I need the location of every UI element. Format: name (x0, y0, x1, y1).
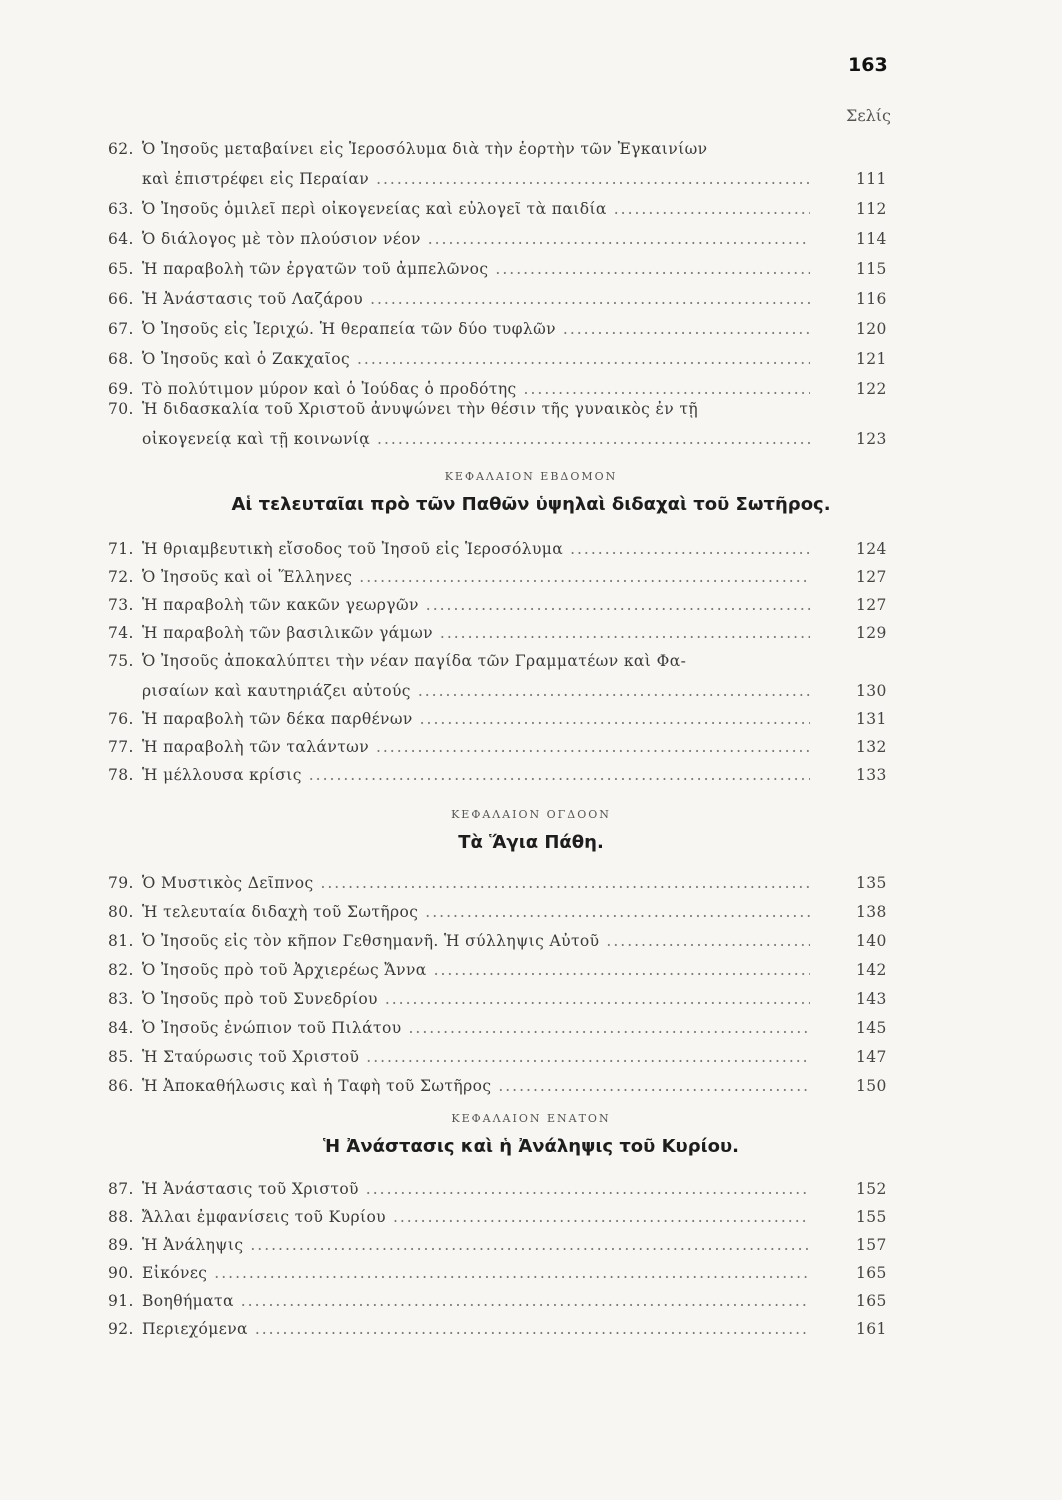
entry-text: ρισαίων καὶ καυτηριάζει αὐτούς ..... (142, 682, 810, 700)
entry-page: 145 (856, 1019, 887, 1037)
toc-entry (108, 874, 898, 898)
entry-text: Ὁ Ἰησοῦς ἐνώπιον τοῦ Πιλάτου ..... (142, 1019, 810, 1037)
entry-text: Βοηθήματα ..... (142, 1292, 810, 1310)
entry-number: 73. (108, 596, 134, 614)
entry-page: 157 (856, 1236, 887, 1254)
entry-page: 114 (856, 230, 887, 248)
toc-entry (108, 140, 898, 194)
page-column-header: Σελίς (846, 106, 891, 125)
entry-page: 140 (856, 932, 887, 950)
entry-page: 115 (856, 260, 887, 278)
toc-entry (108, 652, 898, 706)
toc-entry (108, 1236, 898, 1260)
entry-page: 132 (856, 738, 887, 756)
entry-number: 71. (108, 540, 134, 558)
entry-text: Ὁ Ἰησοῦς εἰς Ἱεριχώ. Ἡ θεραπεία τῶν δύο τυφλῶν ..... (142, 320, 810, 338)
entry-number: 88. (108, 1208, 134, 1226)
entry-page: 129 (856, 624, 887, 642)
entry-text: Ἡ τελευταία διδαχὴ τοῦ Σωτῆρος ..... (142, 903, 810, 921)
entry-number: 67. (108, 320, 134, 338)
entry-number: 82. (108, 961, 134, 979)
toc-entry (108, 320, 898, 344)
toc-entry (108, 961, 898, 985)
entry-text-line1: Ὁ Ἰησοῦς ἀποκαλύπτει τὴν νέαν παγίδα τῶν Γραμματέων καὶ Φα- (142, 652, 687, 670)
toc-entry (108, 200, 898, 224)
entry-number: 76. (108, 710, 134, 728)
entry-number: 74. (108, 624, 134, 642)
toc-entry (108, 260, 898, 284)
entry-page: 138 (856, 903, 887, 921)
entry-number: 69. (108, 380, 134, 398)
entry-text: οἰκογενείᾳ καὶ τῇ κοινωνίᾳ ..... (142, 430, 810, 448)
entry-number: 75. (108, 652, 134, 670)
toc-entry (108, 1208, 898, 1232)
toc-entry (108, 1019, 898, 1043)
entry-text: Ἡ παραβολὴ τῶν ταλάντων ..... (142, 738, 810, 756)
entry-page: 143 (856, 990, 887, 1008)
entry-number: 64. (108, 230, 134, 248)
entry-number: 92. (108, 1320, 134, 1338)
entry-page: 127 (856, 596, 887, 614)
page-number: 163 (848, 54, 888, 76)
chapter-title: Ἡ Ἀνάστασις καὶ ἡ Ἀνάληψις τοῦ Κυρίου. (323, 1136, 739, 1157)
toc-entry (108, 400, 898, 454)
entry-text-line1: Ἡ διδασκαλία τοῦ Χριστοῦ ἀνυψώνει τὴν θέσιν τῆς γυναικὸς ἐν τῇ (142, 400, 699, 418)
entry-text-line1: Ὁ Ἰησοῦς μεταβαίνει εἰς Ἱεροσόλυμα διὰ τὴν ἑορτὴν τῶν Ἐγκαινίων (142, 140, 708, 158)
entry-text: Ἡ θριαμβευτικὴ εἴσοδος τοῦ Ἰησοῦ εἰς Ἱεροσόλυμα ..... (142, 540, 810, 558)
entry-page: 122 (856, 380, 887, 398)
entry-number: 87. (108, 1180, 134, 1198)
entry-page: 135 (856, 874, 887, 892)
entry-number: 72. (108, 568, 134, 586)
entry-number: 70. (108, 400, 134, 418)
entry-text: Ἡ παραβολὴ τῶν ἐργατῶν τοῦ ἀμπελῶνος ..... (142, 260, 810, 278)
entry-number: 77. (108, 738, 134, 756)
entry-text: Ἡ μέλλουσα κρίσις ..... (142, 766, 810, 784)
entry-number: 79. (108, 874, 134, 892)
entry-number: 63. (108, 200, 134, 218)
entry-text: Ἡ Ἀνάληψις ..... (142, 1236, 810, 1254)
toc-entry (108, 990, 898, 1014)
entry-page: 112 (856, 200, 887, 218)
entry-page: 142 (856, 961, 887, 979)
entry-text: Ἡ Ἀνάστασις τοῦ Χριστοῦ ..... (142, 1180, 810, 1198)
entry-number: 91. (108, 1292, 134, 1310)
entry-text: καὶ ἐπιστρέφει εἰς Περαίαν ..... (142, 170, 810, 188)
toc-entry (108, 540, 898, 564)
entry-page: 165 (856, 1264, 887, 1282)
entry-page: 161 (856, 1320, 887, 1338)
entry-page: 111 (856, 170, 887, 188)
entry-page: 116 (856, 290, 887, 308)
entry-page: 147 (856, 1048, 887, 1066)
toc-entry (108, 230, 898, 254)
entry-text: Ὁ Ἰησοῦς καὶ οἱ Ἕλληνες ..... (142, 568, 810, 586)
entry-text: Ὁ Ἰησοῦς πρὸ τοῦ Συνεδρίου ..... (142, 990, 810, 1008)
entry-number: 81. (108, 932, 134, 950)
entry-text: Ἡ Ἀνάστασις τοῦ Λαζάρου ..... (142, 290, 810, 308)
entry-number: 84. (108, 1019, 134, 1037)
toc-entry (108, 1180, 898, 1204)
entry-text: Ἡ Σταύρωσις τοῦ Χριστοῦ ..... (142, 1048, 810, 1066)
entry-text: Τὸ πολύτιμον μύρον καὶ ὁ Ἰούδας ὁ προδότης ..... (142, 380, 810, 398)
chapter-title: Αἱ τελευταῖαι πρὸ τῶν Παθῶν ὑψηλαὶ διδαχαὶ τοῦ Σωτῆρος. (231, 494, 831, 515)
toc-entry (108, 1264, 898, 1288)
chapter-title: Τὰ Ἅγια Πάθη. (458, 832, 604, 853)
entry-text: Ἡ παραβολὴ τῶν κακῶν γεωργῶν ..... (142, 596, 810, 614)
chapter-label: ΚΕΦΑΛΑΙΟΝ ΕΝΑΤΟΝ (451, 1112, 611, 1125)
toc-entry (108, 568, 898, 592)
toc-entry (108, 1048, 898, 1072)
toc-entry (108, 766, 898, 790)
entry-text: Ἡ παραβολὴ τῶν δέκα παρθένων ..... (142, 710, 810, 728)
entry-text: Ὁ Μυστικὸς Δεῖπνος ..... (142, 874, 810, 892)
entry-page: 150 (856, 1077, 887, 1095)
entry-page: 124 (856, 540, 887, 558)
entry-number: 90. (108, 1264, 134, 1282)
toc-entry (108, 932, 898, 956)
toc-entry (108, 710, 898, 734)
toc-entry (108, 596, 898, 620)
entry-page: 127 (856, 568, 887, 586)
entry-page: 120 (856, 320, 887, 338)
entry-number: 86. (108, 1077, 134, 1095)
entry-text: Ὁ Ἰησοῦς καὶ ὁ Ζακχαῖος ..... (142, 350, 810, 368)
toc-entry (108, 1292, 898, 1316)
entry-text: Ἄλλαι ἐμφανίσεις τοῦ Κυρίου ..... (142, 1208, 810, 1226)
entry-text: Ὁ Ἰησοῦς εἰς τὸν κῆπον Γεθσημανῆ. Ἡ σύλληψις Αὐτοῦ ..... (142, 932, 810, 950)
entry-page: 133 (856, 766, 887, 784)
entry-page: 123 (856, 430, 887, 448)
entry-number: 78. (108, 766, 134, 784)
entry-number: 66. (108, 290, 134, 308)
entry-number: 68. (108, 350, 134, 368)
entry-text: Ὁ διάλογος μὲ τὸν πλούσιον νέον ..... (142, 230, 810, 248)
toc-entry (108, 624, 898, 648)
entry-page: 155 (856, 1208, 887, 1226)
chapter-label: ΚΕΦΑΛΑΙΟΝ ΕΒΔΟΜΟΝ (444, 470, 618, 483)
entry-text: Ἡ παραβολὴ τῶν βασιλικῶν γάμων ..... (142, 624, 810, 642)
toc-entry (108, 350, 898, 374)
toc-entry (108, 1320, 898, 1344)
entry-text: Ὁ Ἰησοῦς ὁμιλεῖ περὶ οἰκογενείας καὶ εὐλογεῖ τὰ παιδία ..... (142, 200, 810, 218)
entry-number: 80. (108, 903, 134, 921)
entry-page: 121 (856, 350, 887, 368)
entry-page: 130 (856, 682, 887, 700)
entry-page: 131 (856, 710, 887, 728)
entry-number: 83. (108, 990, 134, 1008)
entry-number: 85. (108, 1048, 134, 1066)
entry-text: Περιεχόμενα ..... (142, 1320, 810, 1338)
entry-text: Εἰκόνες ..... (142, 1264, 810, 1282)
entry-number: 65. (108, 260, 134, 278)
chapter-label: ΚΕΦΑΛΑΙΟΝ ΟΓΔΟΟΝ (451, 808, 611, 821)
entry-page: 152 (856, 1180, 887, 1198)
toc-entry (108, 290, 898, 314)
toc-entry (108, 1077, 898, 1101)
entry-number: 89. (108, 1236, 134, 1254)
toc-entry (108, 903, 898, 927)
entry-text: Ἡ Ἀποκαθήλωσις καὶ ἡ Ταφὴ τοῦ Σωτῆρος ..... (142, 1077, 810, 1095)
entry-page: 165 (856, 1292, 887, 1310)
entry-number: 62. (108, 140, 134, 158)
toc-entry (108, 738, 898, 762)
entry-text: Ὁ Ἰησοῦς πρὸ τοῦ Ἀρχιερέως Ἄννα ..... (142, 961, 810, 979)
